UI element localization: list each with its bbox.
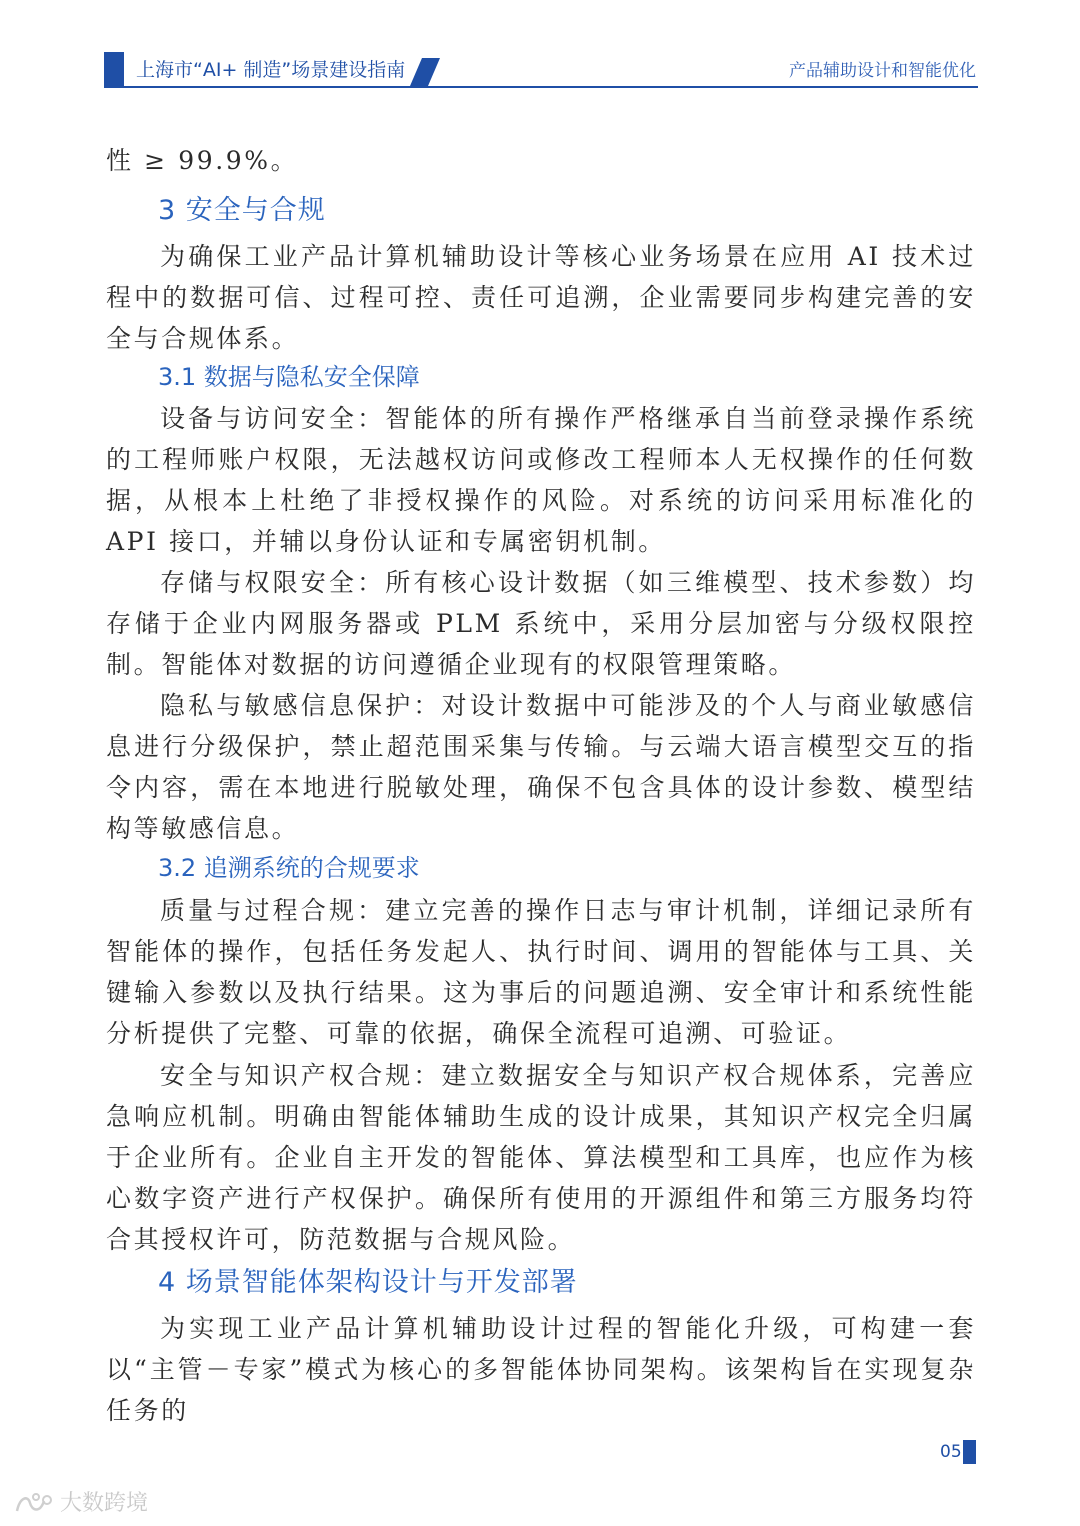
header-document-title: 上海市“AI+ 制造”场景建设指南 [136, 59, 406, 81]
paragraph-safety-intro: 为确保工业产品计算机辅助设计等核心业务场景在应用 AI 技术过程中的数据可信、过程可控、责任可追溯，企业需要同步构建完善的安全与合规体系。 [106, 242, 976, 353]
header-slash-decoration [410, 58, 440, 86]
page-number-block [963, 1440, 976, 1464]
paragraph-continuation: 性 ≥ 99.9%。 [106, 146, 299, 175]
paragraph-quality-process-compliance: 质量与过程合规：建立完善的操作日志与审计机制，详细记录所有智能体的操作，包括任务发起人、执行时间、调用的智能体与工具、关键输入参数以及执行结果。这为事后的问题追溯、安全审计和系统性能分析提供了完整、可靠的依据，确保全流程可追溯、可验证。 [106, 896, 976, 1048]
header-accent-block [104, 52, 124, 86]
watermark-logo-icon [14, 1491, 54, 1517]
heading-section-3-1: 3.1 数据与隐私安全保障 [158, 363, 420, 391]
paragraph-privacy-protection: 隐私与敏感信息保护：对设计数据中可能涉及的个人与商业敏感信息进行分级保护，禁止超范围采集与传输。与云端大语言模型交互的指令内容，需在本地进行脱敏处理，确保不包含具体的设计参数、模型结构等敏感信息。 [106, 691, 976, 843]
paragraph-device-access-security: 设备与访问安全：智能体的所有操作严格继承自当前登录操作系统的工程师账户权限，无法越权访问或修改工程师本人无权操作的任何数据，从根本上杜绝了非授权操作的风险。对系统的访问采用标准化的 API 接口，并辅以身份认证和专属密钥机制。 [106, 404, 976, 556]
paragraph-ip-compliance: 安全与知识产权合规：建立数据安全与知识产权合规体系，完善应急响应机制。明确由智能体辅助生成的设计成果，其知识产权完全归属于企业所有。企业自主开发的智能体、算法模型和工具库，也应作为核心数字资产进行产权保护。确保所有使用的开源组件和第三方服务均符合其授权许可，防范数据与合规风险。 [106, 1061, 976, 1254]
page-number: 05 [940, 1442, 962, 1462]
page-header [0, 0, 1080, 100]
paragraph-architecture-intro: 为实现工业产品计算机辅助设计过程的智能化升级，可构建一套以“主管－专家”模式为核心的多智能体协同架构。该架构旨在实现复杂任务的 [106, 1314, 976, 1425]
header-rule [104, 86, 978, 88]
watermark [14, 1490, 148, 1518]
heading-section-3: 3 安全与合规 [158, 195, 326, 226]
header-section-title: 产品辅助设计和智能优化 [789, 61, 976, 81]
watermark-text: 大数跨境 [60, 1491, 149, 1516]
heading-section-4: 4 场景智能体架构设计与开发部署 [158, 1267, 578, 1298]
paragraph-storage-permission-security: 存储与权限安全：所有核心设计数据（如三维模型、技术参数）均存储于企业内网服务器或 PLM 系统中，采用分层加密与分级权限控制。智能体对数据的访问遵循企业现有的权限管理策略。 [106, 568, 976, 679]
heading-section-3-2: 3.2 追溯系统的合规要求 [158, 854, 420, 882]
